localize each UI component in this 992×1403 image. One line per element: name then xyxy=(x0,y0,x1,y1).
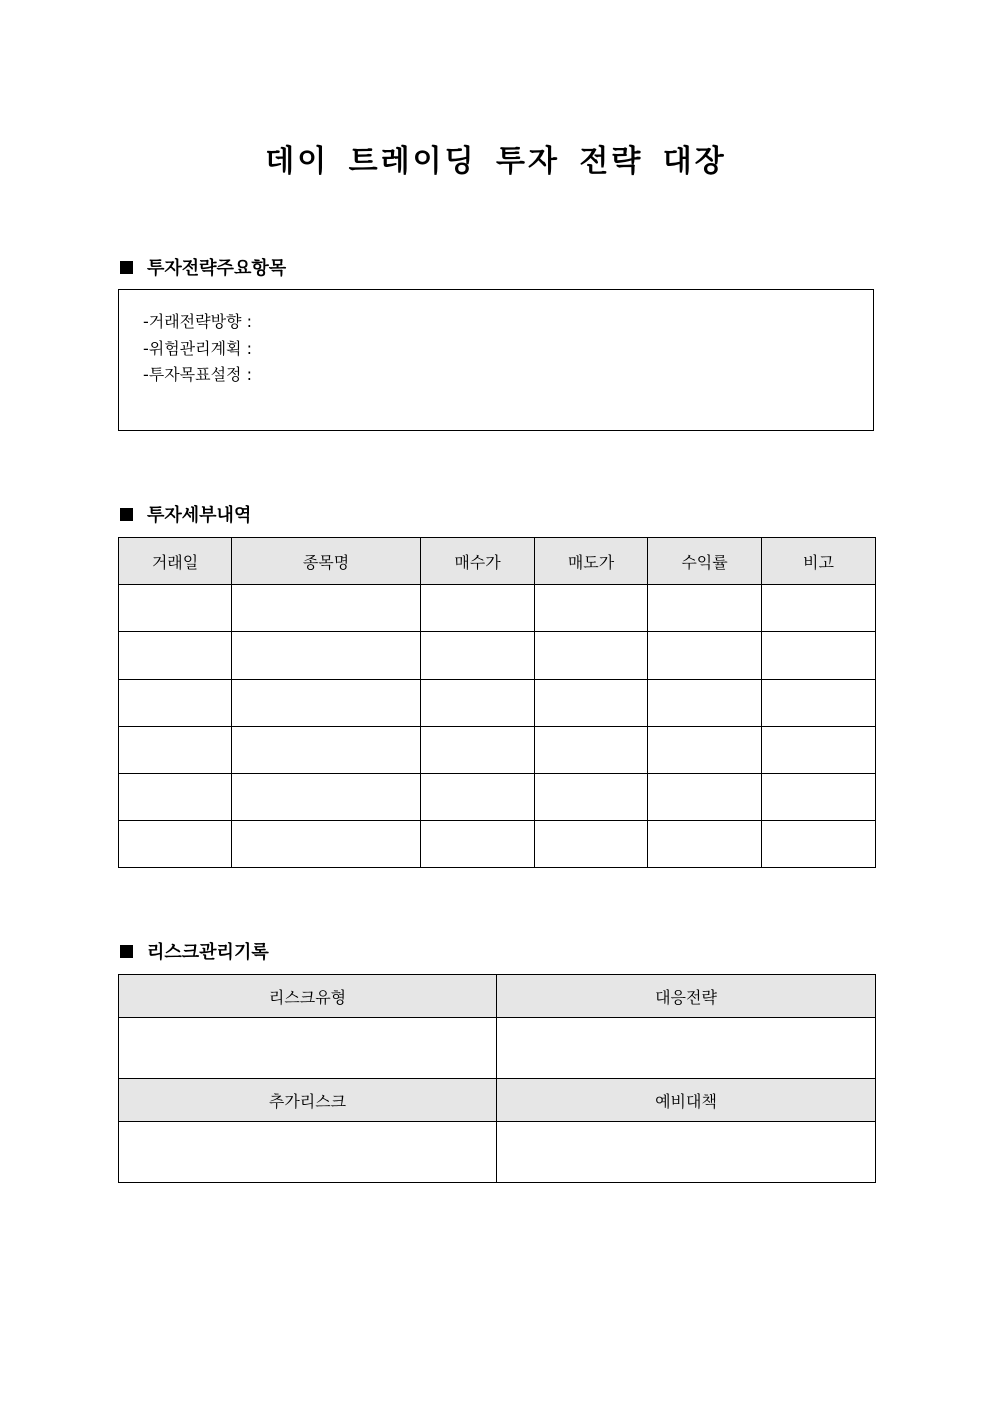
table-cell[interactable] xyxy=(119,726,232,773)
table-cell[interactable] xyxy=(648,821,762,868)
table-cell[interactable] xyxy=(762,585,876,632)
response-strategy-header: 대응전략 xyxy=(497,975,876,1018)
table-cell[interactable] xyxy=(232,821,421,868)
table-cell[interactable] xyxy=(762,679,876,726)
table-cell[interactable] xyxy=(762,773,876,820)
table-cell[interactable] xyxy=(119,821,232,868)
table-cell[interactable] xyxy=(232,585,421,632)
table-cell[interactable] xyxy=(421,773,535,820)
table-cell[interactable] xyxy=(535,585,648,632)
table-cell[interactable] xyxy=(119,632,232,679)
risk-type-cell[interactable] xyxy=(119,1018,497,1079)
table-cell[interactable] xyxy=(232,773,421,820)
table-cell[interactable] xyxy=(762,821,876,868)
col-header-date: 거래일 xyxy=(119,538,232,585)
table-cell[interactable] xyxy=(232,632,421,679)
table-cell[interactable] xyxy=(648,585,762,632)
table-cell[interactable] xyxy=(535,821,648,868)
section-heading-label: 리스크관리기록 xyxy=(147,942,269,963)
risk-input-row xyxy=(119,1122,876,1183)
risk-type-header: 리스크유형 xyxy=(119,975,497,1018)
contingency-plan-header: 예비대책 xyxy=(497,1079,876,1122)
additional-risk-header: 추가리스크 xyxy=(119,1079,497,1122)
table-cell[interactable] xyxy=(119,679,232,726)
table-row xyxy=(119,726,876,773)
square-bullet-icon xyxy=(120,261,133,274)
table-row xyxy=(119,632,876,679)
risk-plan-field[interactable]: -위험관리계획 : xyxy=(143,338,252,358)
strategy-direction-field[interactable]: -거래전략방향 : xyxy=(143,312,252,331)
page-title: 데이 트레이딩 투자 전략 대장 xyxy=(265,144,727,179)
table-row xyxy=(119,679,876,726)
table-cell[interactable] xyxy=(762,726,876,773)
risk-header-row xyxy=(119,1079,876,1122)
table-cell[interactable] xyxy=(421,585,535,632)
contingency-plan-cell[interactable] xyxy=(497,1122,876,1183)
table-cell[interactable] xyxy=(648,632,762,679)
table-header-row xyxy=(119,538,876,585)
table-cell[interactable] xyxy=(119,585,232,632)
table-row xyxy=(119,773,876,820)
additional-risk-cell[interactable] xyxy=(119,1122,497,1183)
table-row xyxy=(119,585,876,632)
table-cell[interactable] xyxy=(535,773,648,820)
table-cell[interactable] xyxy=(535,679,648,726)
risk-table xyxy=(118,974,876,1183)
table-cell[interactable] xyxy=(535,632,648,679)
strategy-box xyxy=(118,289,874,431)
table-cell[interactable] xyxy=(648,773,762,820)
goal-setting-field[interactable]: -투자목표설정 : xyxy=(143,365,252,384)
table-row xyxy=(119,821,876,868)
detail-table xyxy=(118,537,876,868)
col-header-return: 수익률 xyxy=(648,538,762,585)
table-cell[interactable] xyxy=(421,679,535,726)
col-header-note: 비고 xyxy=(762,538,876,585)
table-cell[interactable] xyxy=(762,632,876,679)
section-heading-label: 투자전략주요항목 xyxy=(147,258,287,279)
table-cell[interactable] xyxy=(421,726,535,773)
risk-header-row xyxy=(119,975,876,1018)
col-header-buy-price: 매수가 xyxy=(421,538,535,585)
square-bullet-icon xyxy=(120,508,133,521)
table-cell[interactable] xyxy=(535,726,648,773)
section-heading-details xyxy=(118,501,251,527)
table-cell[interactable] xyxy=(232,679,421,726)
table-cell[interactable] xyxy=(648,679,762,726)
response-strategy-cell[interactable] xyxy=(497,1018,876,1079)
risk-input-row xyxy=(119,1018,876,1079)
table-cell[interactable] xyxy=(421,821,535,868)
table-cell[interactable] xyxy=(232,726,421,773)
section-heading-strategy xyxy=(118,254,286,280)
col-header-sell-price: 매도가 xyxy=(535,538,648,585)
table-cell[interactable] xyxy=(119,773,232,820)
col-header-stock-name: 종목명 xyxy=(232,538,421,585)
square-bullet-icon xyxy=(120,945,133,958)
table-cell[interactable] xyxy=(421,632,535,679)
section-heading-label: 투자세부내역 xyxy=(147,505,252,526)
table-cell[interactable] xyxy=(648,726,762,773)
section-heading-risk xyxy=(118,938,269,964)
